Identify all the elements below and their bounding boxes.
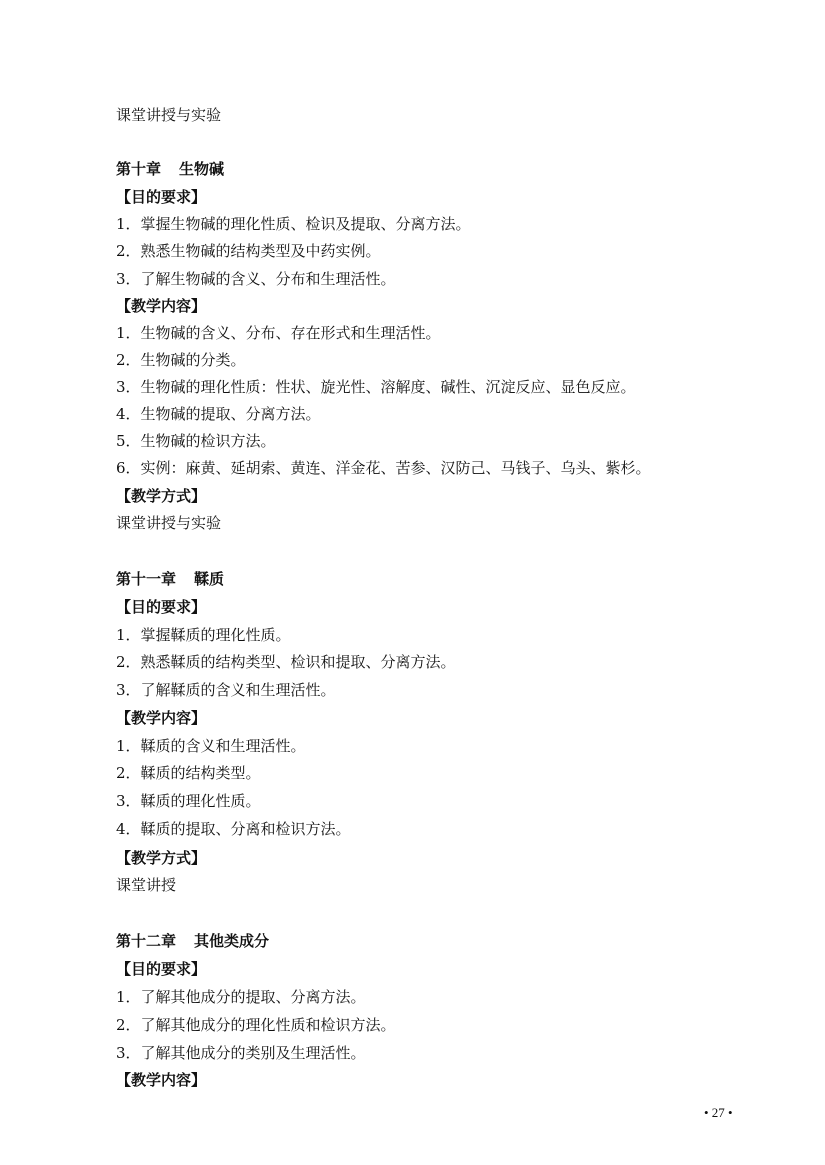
chapter-11-content-3: 3．鞣质的理化性质。 — [116, 792, 261, 810]
chapter-10-content-4: 4．生物碱的提取、分离方法。 — [116, 405, 321, 423]
chapter-12-number: 第十二章 — [116, 932, 177, 950]
chapter-11-objectives-label: 【目的要求】 — [116, 598, 207, 616]
page-number: • 27 • — [704, 1105, 733, 1120]
chapter-11-content-4: 4．鞣质的提取、分离和检识方法。 — [116, 820, 351, 838]
chapter-11-objective-1: 1．掌握鞣质的理化性质。 — [116, 626, 291, 644]
chapter-10-objective-1: 1．掌握生物碱的理化性质、检识及提取、分离方法。 — [116, 215, 471, 233]
chapter-11-title: 鞣质 — [194, 570, 225, 588]
chapter-11-objective-3: 3．了解鞣质的含义和生理活性。 — [116, 681, 336, 699]
chapter-10-content-2: 2．生物碱的分类。 — [116, 351, 246, 369]
chapter-10-content-label: 【教学内容】 — [116, 297, 207, 315]
chapter-10-objectives-label: 【目的要求】 — [116, 188, 207, 206]
chapter-10-content-6: 6．实例：麻黄、延胡索、黄连、洋金花、苦参、汉防己、马钱子、乌头、紫杉。 — [116, 459, 651, 477]
chapter-12-heading — [116, 931, 269, 951]
chapter-10-number: 第十章 — [116, 160, 162, 178]
chapter-11-method-label: 【教学方式】 — [116, 849, 207, 867]
chapter-11-content-2: 2．鞣质的结构类型。 — [116, 764, 261, 782]
chapter-11-content-label: 【教学内容】 — [116, 709, 207, 727]
chapter-11-objective-2: 2．熟悉鞣质的结构类型、检识和提取、分离方法。 — [116, 653, 456, 671]
chapter-10-heading — [116, 159, 224, 179]
chapter-10-title: 生物碱 — [179, 160, 225, 178]
chapter-10-method-text: 课堂讲授与实验 — [116, 514, 222, 532]
chapter-12-objective-2: 2．了解其他成分的理化性质和检识方法。 — [116, 1016, 396, 1034]
chapter-10-method-label: 【教学方式】 — [116, 487, 207, 505]
chapter-11-content-1: 1．鞣质的含义和生理活性。 — [116, 737, 306, 755]
chapter-11-number: 第十一章 — [116, 570, 177, 588]
chapter-12-objectives-label: 【目的要求】 — [116, 960, 207, 978]
chapter-12-objective-1: 1．了解其他成分的提取、分离方法。 — [116, 988, 366, 1006]
chapter-12-content-label: 【教学内容】 — [116, 1071, 207, 1089]
chapter-11-method-text: 课堂讲授 — [116, 876, 177, 894]
chapter-11-heading — [116, 569, 224, 589]
chapter-10-objective-3: 3．了解生物碱的含义、分布和生理活性。 — [116, 270, 396, 288]
chapter-10-content-3: 3．生物碱的理化性质：性状、旋光性、溶解度、碱性、沉淀反应、显色反应。 — [116, 378, 636, 396]
chapter-10-content-5: 5．生物碱的检识方法。 — [116, 432, 276, 450]
chapter-12-title: 其他类成分 — [194, 932, 270, 950]
intro-method-text: 课堂讲授与实验 — [116, 106, 222, 124]
chapter-10-content-1: 1．生物碱的含义、分布、存在形式和生理活性。 — [116, 324, 441, 342]
chapter-10-objective-2: 2．熟悉生物碱的结构类型及中药实例。 — [116, 242, 381, 260]
chapter-12-objective-3: 3．了解其他成分的类别及生理活性。 — [116, 1044, 366, 1062]
